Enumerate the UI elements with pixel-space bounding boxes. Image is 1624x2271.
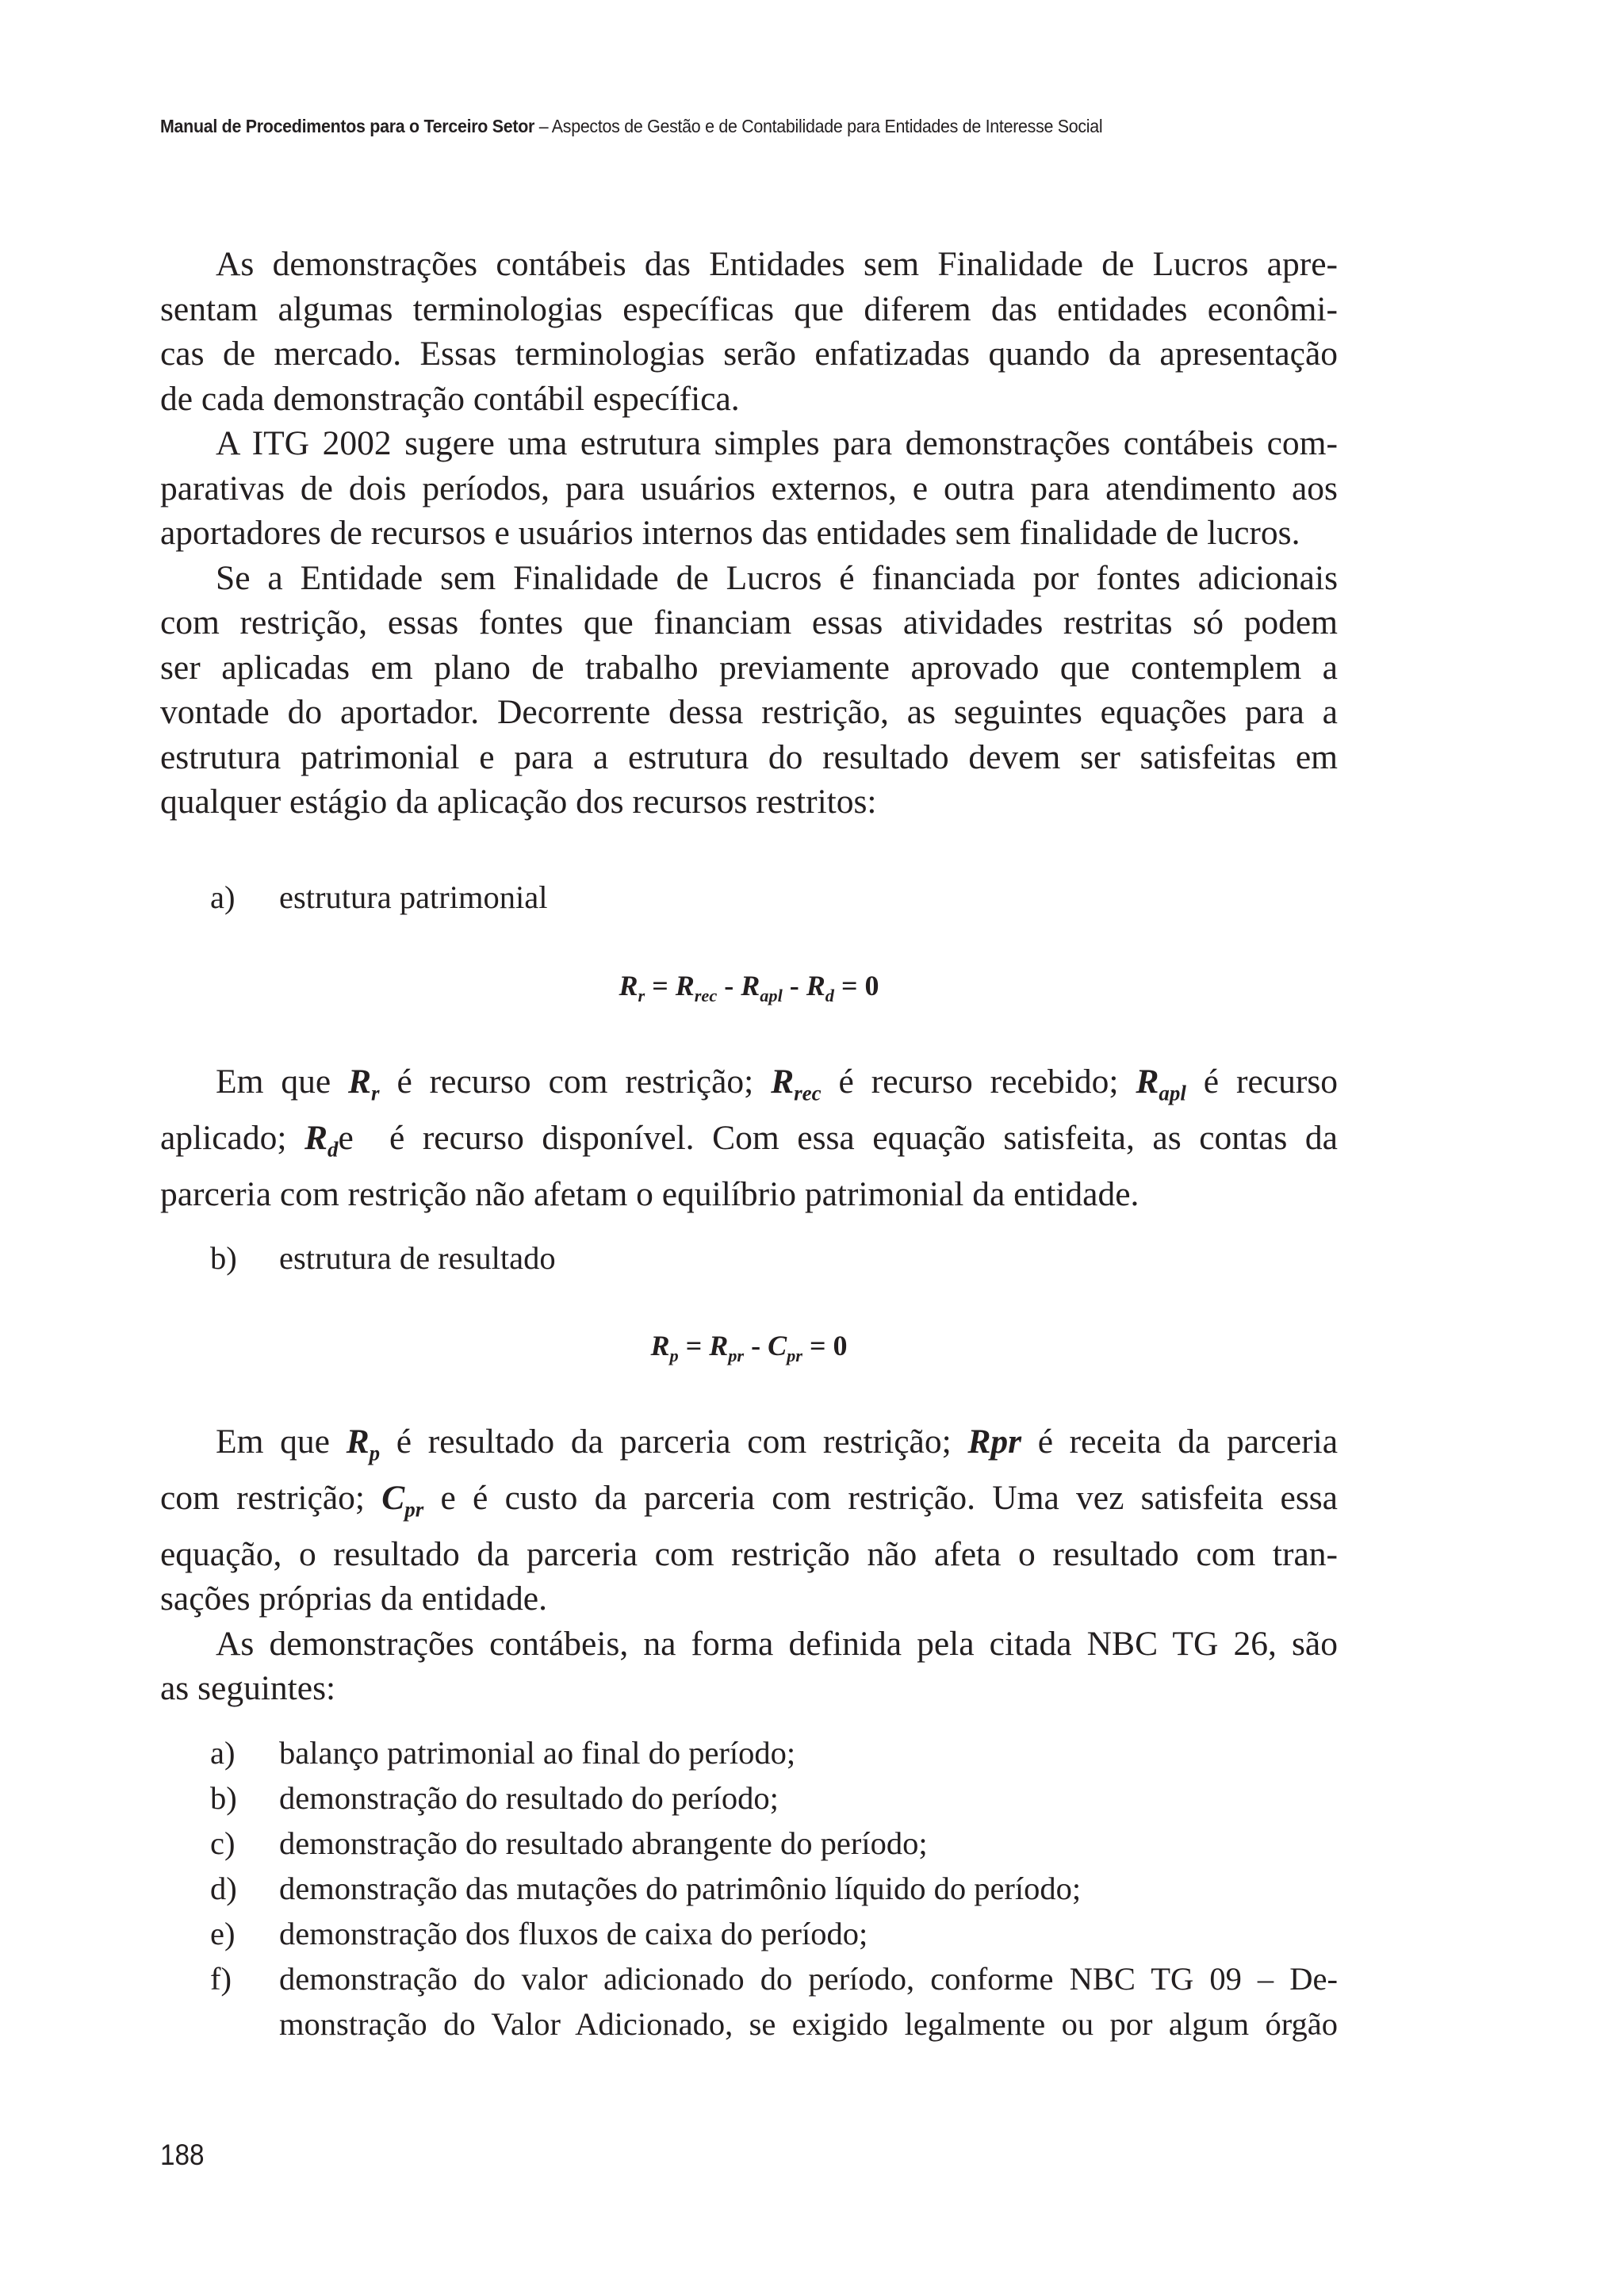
formula-sub: d	[825, 985, 834, 1005]
p2-line: parativas de dois períodos, para usuários externos, e outra para atendimento aos	[160, 469, 1338, 507]
formula-sub: pr	[787, 1345, 802, 1365]
formula-var: R	[709, 1330, 729, 1361]
p3-line: Se a Entidade sem Finalidade de Lucros é financiada por fontes adicionais	[216, 558, 1338, 597]
formula-sub: r	[638, 985, 645, 1005]
text-run: é receita da parceria	[1021, 1423, 1338, 1461]
list-marker: e)	[210, 1916, 236, 1951]
intro-paragraphs	[160, 242, 1338, 825]
list-item	[160, 875, 1338, 920]
formula-sub: apl	[760, 985, 783, 1005]
formula-op: =	[678, 1330, 710, 1361]
list-item	[160, 1775, 1338, 1821]
p1-line: de cada demonstração contábil específica.	[160, 379, 740, 418]
p3-line: ser aplicadas em plano de trabalho previamente aprovado que contemplem a	[160, 648, 1338, 687]
p4-line	[160, 1059, 1338, 1116]
text-run: é recurso	[1185, 1063, 1339, 1101]
text-run: é resultado da parceria com restrição;	[380, 1423, 968, 1461]
variable: R	[304, 1118, 328, 1157]
header-title-bold: Manual de Procedimentos para o Terceiro Setor	[160, 116, 535, 136]
text-run: Em que	[216, 1063, 349, 1101]
p1-line: sentam algumas terminologias específicas que diferem das entidades econômi-	[160, 289, 1338, 328]
p5-line: equação, o resultado da parceria com restrição não afeta o resultado com tran-	[160, 1534, 1338, 1573]
p4-line	[160, 1116, 1338, 1172]
formula-var: R	[619, 970, 638, 1001]
p5-line	[160, 1476, 1338, 1532]
list-marker: c)	[210, 1825, 236, 1861]
list-item	[160, 1821, 1338, 1866]
text-run: com restrição;	[160, 1478, 382, 1517]
list-item-line: demonstração do valor adicionado do período, conforme NBC TG 09 – De-	[279, 1961, 1338, 1997]
list-item-line: monstração do Valor Adicionado, se exigido legalmente ou por algum órgão	[279, 2006, 1338, 2042]
list-item-text: demonstração dos fluxos de caixa do período;	[279, 1916, 868, 1951]
formula-resultado	[160, 1329, 1338, 1366]
list-marker: a)	[210, 879, 236, 915]
list-marker: d)	[210, 1871, 237, 1906]
list-item	[160, 1956, 1338, 2047]
variable-sub: rec	[794, 1081, 822, 1105]
list-item-text: balanço patrimonial ao final do período;	[279, 1735, 796, 1771]
text-run: aplicado;	[160, 1118, 304, 1157]
list-item-text: estrutura patrimonial	[279, 879, 548, 915]
list-marker: b)	[210, 1240, 237, 1276]
variable: R	[771, 1063, 795, 1101]
paragraph-recursos	[160, 1059, 1338, 1216]
formula-sub: pr	[728, 1345, 745, 1365]
variable-sub: d	[327, 1137, 339, 1162]
header-title-rest: – Aspectos de Gestão e de Contabilidade para Entidades de Interesse Social	[534, 116, 1103, 136]
list-item	[160, 1235, 1338, 1281]
text-run: Em que	[216, 1423, 347, 1461]
list-item-text: demonstração das mutações do patrimônio líquido do período;	[279, 1871, 1082, 1906]
p2-line: A ITG 2002 sugere uma estrutura simples para demonstrações contábeis com-	[216, 424, 1338, 462]
p3-line: estrutura patrimonial e para a estrutura do resultado devem ser satisfeitas em	[160, 737, 1338, 776]
list-item	[160, 1730, 1338, 1775]
formula-patrimonial	[160, 969, 1338, 1006]
statements-list	[160, 1730, 1338, 2047]
item-b	[160, 1235, 1338, 1281]
formula-op: =	[645, 970, 676, 1001]
text-run: é recurso recebido;	[821, 1063, 1136, 1101]
list-marker: b)	[210, 1780, 237, 1816]
variable-sub: r	[371, 1081, 380, 1105]
variable: R	[348, 1063, 372, 1101]
item-a	[160, 875, 1338, 920]
p1-line: cas de mercado. Essas terminologias serão enfatizadas quando da apresentação	[160, 335, 1338, 373]
list-item-text: demonstração do resultado do período;	[279, 1780, 779, 1816]
running-header	[160, 116, 1266, 137]
formula-sub: rec	[694, 985, 718, 1005]
p6-line: As demonstrações contábeis, na forma definida pela citada NBC TG 26, são	[216, 1624, 1338, 1663]
formula-op: -	[744, 1330, 768, 1361]
variable-sub: p	[369, 1441, 381, 1465]
list-item	[160, 1911, 1338, 1956]
formula-var: R	[675, 970, 695, 1001]
p3-line: qualquer estágio da aplicação dos recursos restritos:	[160, 783, 877, 821]
list-item	[160, 1866, 1338, 1911]
variable-sub: pr	[404, 1497, 424, 1522]
p1-line: As demonstrações contábeis das Entidades sem Finalidade de Lucros apre-	[216, 245, 1338, 283]
list-item-text: estrutura de resultado	[279, 1240, 556, 1276]
p2-line: aportadores de recursos e usuários internos das entidades sem finalidade de lucros.	[160, 514, 1300, 552]
p4-line: parceria com restrição não afetam o equilíbrio patrimonial da entidade.	[160, 1174, 1139, 1213]
p3-line: com restrição, essas fontes que financiam essas atividades restritas só podem	[160, 603, 1338, 641]
formula-op: -	[782, 970, 806, 1001]
list-marker: f)	[210, 1961, 232, 1997]
text-run: e é custo da parceria com restrição. Uma vez satisfeita essa	[423, 1478, 1338, 1517]
p5-line: sações próprias da entidade.	[160, 1580, 547, 1618]
variable-sub: apl	[1159, 1081, 1186, 1105]
page-number: 188	[160, 2139, 205, 2171]
p6-line: as seguintes:	[160, 1669, 336, 1708]
variable: C	[381, 1478, 405, 1517]
variable: Rpr	[967, 1423, 1022, 1461]
list-item-text: demonstração do resultado abrangente do período;	[279, 1825, 928, 1861]
formula-var: C	[768, 1330, 787, 1361]
formula-var: R	[741, 970, 760, 1001]
formula-var: R	[650, 1330, 670, 1361]
p5-line	[160, 1419, 1338, 1476]
text-run: e é recurso disponível. Com essa equação satisfeita, as contas da	[338, 1118, 1338, 1157]
formula-sub: p	[669, 1345, 679, 1365]
formula-op: -	[717, 970, 741, 1001]
list-marker: a)	[210, 1735, 236, 1771]
list-item-text	[279, 1956, 1338, 2047]
p3-line: vontade do aportador. Decorrente dessa restrição, as seguintes equações para a	[160, 693, 1338, 731]
formula-var: R	[806, 970, 825, 1001]
formula-op: = 0	[833, 970, 879, 1001]
paragraph-resultado	[160, 1419, 1338, 1711]
text-run: é recurso com restrição;	[379, 1063, 772, 1101]
variable: R	[346, 1423, 370, 1461]
variable: R	[1136, 1063, 1159, 1101]
formula-op: = 0	[802, 1330, 848, 1361]
